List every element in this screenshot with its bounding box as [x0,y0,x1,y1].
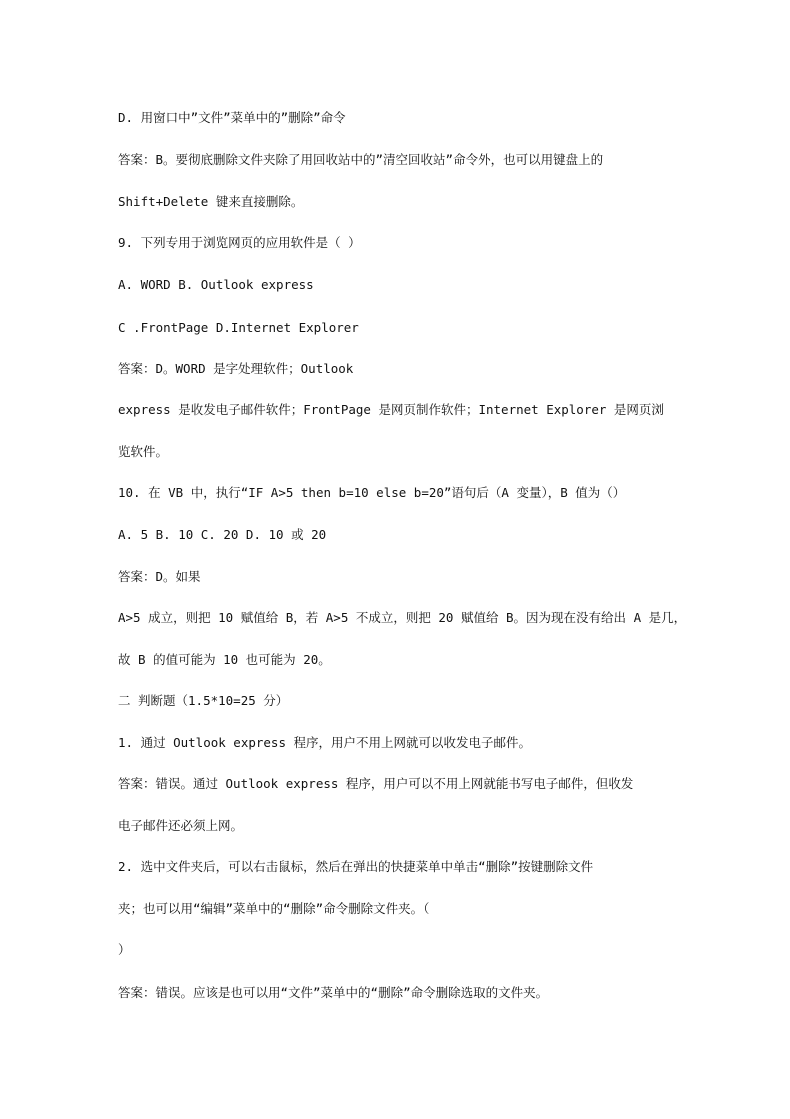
text-line-question-9: 9. 下列专用于浏览网页的应用软件是（ ） [118,235,361,250]
text-line-judgment-1-answer-cont: 电子邮件还必须上网。 [118,818,244,833]
text-line-judgment-2: 2. 选中文件夹后，可以右击鼠标，然后在弹出的快捷菜单中单击“删除”按键删除文件 [118,859,594,874]
text-line-judgment-2-paren: ） [118,942,131,957]
text-line-q9-options-cd: C .FrontPage D.Internet Explorer [118,320,359,335]
text-line-answer-9: 答案：D。WORD 是字处理软件；Outlook [118,361,354,376]
text-line-answer-10-end: 故 B 的值可能为 10 也可能为 20。 [118,652,331,667]
text-line-q9-options-ab: A. WORD B. Outlook express [118,277,314,292]
text-line-answer-8: 答案：B。要彻底删除文件夹除了用回收站中的”清空回收站”命令外，也可以用键盘上的 [118,152,604,167]
section-heading-judgment: 二 判断题（1.5*10=25 分） [118,693,289,708]
text-line-judgment-1-answer: 答案：错误。通过 Outlook express 程序，用户可以不用上网就能书写电子邮件，但收发 [118,776,634,791]
text-line-answer-8-cont: Shift+Delete 键来直接删除。 [118,194,304,209]
text-line-judgment-2-answer: 答案：错误。应该是也可以用“文件”菜单中的“删除”命令删除选取的文件夹。 [118,985,549,1000]
text-line-answer-9-cont: express 是收发电子邮件软件；FrontPage 是网页制作软件；Internet Explorer 是网页浏 [118,402,664,417]
text-line-answer-10-cont: A>5 成立，则把 10 赋值给 B，若 A>5 不成立，则把 20 赋值给 B。因为现在没有给出 A 是几， [118,610,687,625]
text-line-answer-9-end: 览软件。 [118,444,169,459]
text-line-question-10: 10. 在 VB 中，执行“IF A>5 then b=10 else b=20”语句后（A 变量），B 值为（） [118,485,626,500]
text-line-option-d: D. 用窗口中”文件”菜单中的”删除”命令 [118,110,346,125]
text-line-q10-options: A. 5 B. 10 C. 20 D. 10 或 20 [118,527,327,542]
text-line-judgment-1: 1. 通过 Outlook express 程序，用户不用上网就可以收发电子邮件。 [118,735,532,750]
text-line-answer-10: 答案：D。如果 [118,569,201,584]
text-line-judgment-2-cont: 夹；也可以用“编辑”菜单中的“删除”命令删除文件夹。（ [118,901,430,916]
